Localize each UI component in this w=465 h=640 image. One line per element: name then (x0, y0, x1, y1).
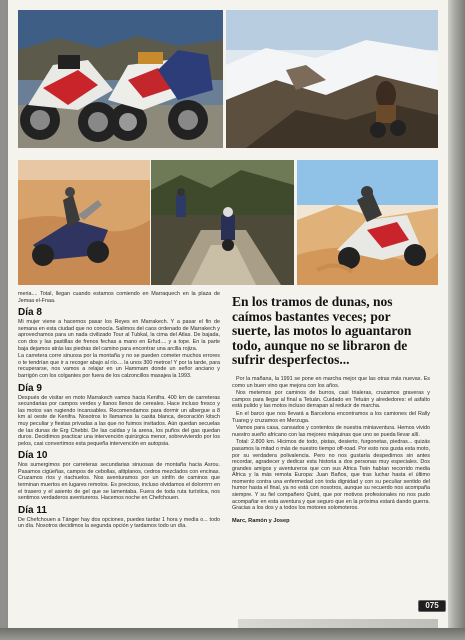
page-number: 075 (418, 600, 446, 612)
left-text-column (18, 291, 220, 531)
photo-snowy-mountain (226, 10, 438, 148)
day-8-paragraph-2: La carretera corre sinuosa por la montaña y no se pueden cometer muchos errores o te tendrían que ir a recoger abajo al río.... la unos 300 metros! Y por la tarde, para recuperarse, nos vamos a relajar en un Hammam donde un señor anciano y barrigón con los colgantes por fuera de los calzoncillos masajea la 1993. (18, 353, 220, 379)
right-paragraph-2: Nos metemos por caminos de burros, casi trialeras, cruzamos graveras y campos para llegar al final a Tetuán. Cuidado en Tetuán y alrededores: el asfalto está pulido y las motos incluso derrapan al reducir de marcha. (232, 390, 430, 410)
intro-paragraph: meria.... Total, llegan cuando estamos comiendo en Marraquech en la plaza de Jemaa el-Fnaa. (18, 291, 220, 304)
right-paragraph-1: Por la mañana, la 1991 se pone en marcha mejor que las otras más nuevas. Es como un buen vino que mejora con los años. (232, 375, 430, 389)
page-bottom-shadow (0, 628, 465, 640)
author-signature: Marc, Ramón y Josep (232, 517, 290, 524)
day-8-heading: Día 8 (18, 307, 42, 319)
magazine-page (8, 0, 448, 628)
right-paragraph-5: Total: 2.800 km. Hicimos de todo, pistas, desierto, furgonetas, piedras... quizás pasamos la mitad o más de nuestro tiempo off-road. Por esto nos gusta esta moto, por su verdadera polivalencia. Pero no nos gustaría despedirnos sin antes recordar, agradecer y dedicar esta historia a dos personas muy especiales. Dos grandes amigos y aventureros que con sus Africa Twin habían recorrido media África y la más remota Europa: Juan Baños, que tras luchar hasta el último momento contra una enfermedad con toda dignidad y con su peculiar sentido del humor hasta el final, ya no está con nosotros, aunque su recuerdo nos acompaña siempre. Y su fiel compañero Quint, que por motivos profesionales no nos pudo acompañar en esta aventura y que seguro que en la próxima estará dando guerra. Gracias a los dos y a todos los motores solomoteros. (232, 439, 430, 512)
right-paragraph-4: Vamos para casa, cansados y contentos de nuestra miniaventura. Hemos vivido nuestro sueño africano con las mejores máquinas que uno se pueda llevar allí. (232, 425, 430, 438)
right-body-text (232, 376, 430, 512)
footer-strip (238, 619, 438, 628)
photo-fallen-bike-sand (18, 160, 150, 285)
day-11-paragraph-1: De Chefchouen a Tánger hay dos opciones, puedes tardar 1 hora y media o... todo un día. Nosotros decidimos la segunda opción y tardamos todo un día. (18, 516, 220, 530)
page-edge (448, 0, 465, 640)
pull-quote-headline: En los tramos de dunas, nos caímos bastantes veces; por suerte, las motos lo aguantaron todo, aunque no se libraron de sufrir desperfectos... (232, 294, 412, 368)
right-paragraph-3: En el barco que nos llevará a Barcelona encontramos a los camiones del Rally Tuareg y cruzamos en Merzuga. (232, 410, 430, 424)
day-8-paragraph-1: Mi mujer viene a hacernos pasar los Reyes en Marrakech. Y a pasar el fin de semana en esta ciudad que no conocía. Salimos del caos ordenado de Marrakech y aprovechamos para un nada civilizado Tour al Tubkal, la cima del Atlas. De bajada, con dos y las pastillas de frenos fechas a mano en Erfud.... y a tope. En la parte baja dejamos atrás las piedras del camino para encontrar una arcilla rojiza. (18, 319, 220, 352)
day-9-heading: Día 9 (18, 382, 42, 394)
photo-motorcycles-parked (18, 10, 223, 148)
day-9-paragraph-1: Después de visitar en moto Marrakech vamos hacia Kenifra. 400 km de carreteras secundarias por campos verdes y llanos llenos de cereales. Hace incluso fresco y las motos van rugiendo incansables. Recomendamos para dormir un albergue a 8 km al oeste de Kenifra. Nosotros lo llamamos la casita blanca, decoración kitsch muy peculiar y fiestas privadas a las que no fuimos invitados. Aún quedan secuelas de las dunas de Erg Chebbi. De las caídas y la arena, los puños del gas quedan duros. Decidimos practicar una intervención quirúrgica menor, sobreviviendo por los pelos, casi convertimos esta pequeña intervención en autopsia. (18, 394, 220, 447)
photo-rider-dunes (297, 160, 438, 285)
day-11-heading: Día 11 (18, 504, 47, 516)
day-10-paragraph-1: Nos sumergimos por carreteras secundarias sinuosas de montaña hacia Asrou. Pasamos cigüeñas, campos de cebollas, altiplanos, cedros mezclados con encinas. Cruzamos ríos y riachuelos. Nos aventuramos por un sinfín de caminos que terminan muertos en lugares remotos. Es precioso, incluso olvidamos el dolorrrrrr en el trasero y el asiento de gel que se lamentaba. Fuera de toda ruta turística, nos sentimos verdaderos aventureros. Hacemos noche en Chefchouen. (18, 462, 220, 502)
day-10-heading: Día 10 (18, 450, 48, 462)
photo-muddy-water-crossing (151, 160, 294, 285)
right-text-column (232, 295, 430, 524)
